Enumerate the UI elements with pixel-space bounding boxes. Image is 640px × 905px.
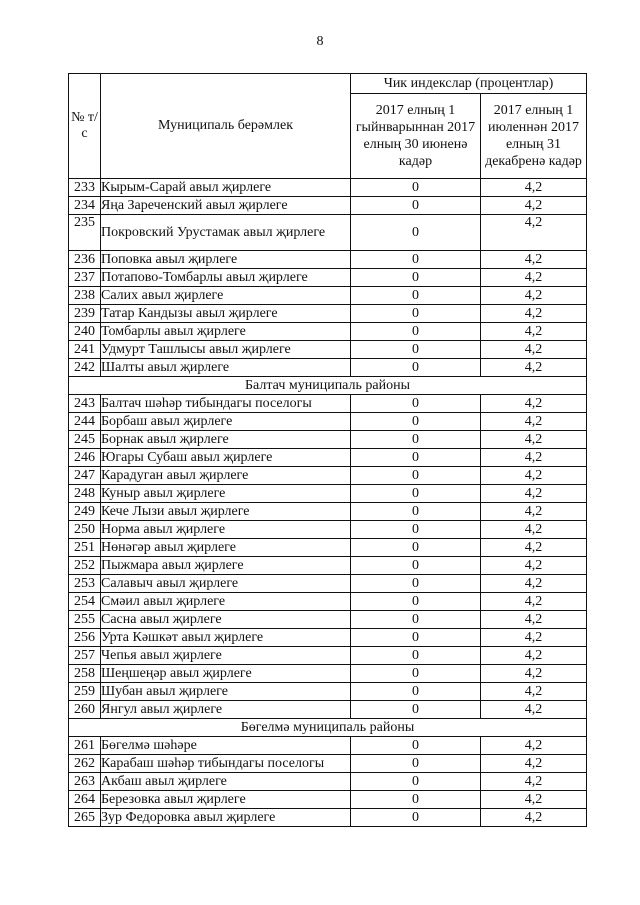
index-first-half: 0 (351, 215, 481, 251)
index-second-half: 4,2 (481, 305, 587, 323)
header-period-second-half: 2017 елның 1 июленнән 2017 елның 31 декабренә кадәр (481, 94, 587, 179)
index-first-half: 0 (351, 251, 481, 269)
municipality-name: Карабаш шәһәр тибындагы поселогы (101, 755, 351, 773)
municipal-index-table (68, 73, 587, 827)
index-first-half: 0 (351, 701, 481, 719)
row-number: 262 (69, 755, 101, 773)
index-second-half: 4,2 (481, 593, 587, 611)
row-number: 237 (69, 269, 101, 287)
row-number: 263 (69, 773, 101, 791)
table-row (69, 503, 587, 521)
index-second-half: 4,2 (481, 431, 587, 449)
index-second-half: 4,2 (481, 467, 587, 485)
index-second-half: 4,2 (481, 539, 587, 557)
index-second-half: 4,2 (481, 503, 587, 521)
table-row (69, 323, 587, 341)
index-first-half: 0 (351, 305, 481, 323)
index-second-half: 4,2 (481, 287, 587, 305)
table-row (69, 557, 587, 575)
row-number: 254 (69, 593, 101, 611)
index-first-half: 0 (351, 773, 481, 791)
index-second-half: 4,2 (481, 179, 587, 197)
index-first-half: 0 (351, 449, 481, 467)
index-second-half: 4,2 (481, 791, 587, 809)
municipality-name: Шеңшеңәр авыл җирлеге (101, 665, 351, 683)
index-second-half: 4,2 (481, 413, 587, 431)
row-number: 260 (69, 701, 101, 719)
index-second-half: 4,2 (481, 449, 587, 467)
municipality-name: Салавыч авыл җирлеге (101, 575, 351, 593)
table-row (69, 683, 587, 701)
index-first-half: 0 (351, 647, 481, 665)
municipality-name: Кырым-Сарай авыл җирлеге (101, 179, 351, 197)
index-first-half: 0 (351, 341, 481, 359)
table-row (69, 251, 587, 269)
table-row (69, 791, 587, 809)
index-first-half: 0 (351, 683, 481, 701)
table-row (69, 359, 587, 377)
index-first-half: 0 (351, 665, 481, 683)
index-first-half: 0 (351, 791, 481, 809)
row-number: 261 (69, 737, 101, 755)
municipality-name: Акбаш авыл җирлеге (101, 773, 351, 791)
index-second-half: 4,2 (481, 575, 587, 593)
row-number: 249 (69, 503, 101, 521)
section-title: Бөгелмә муниципаль районы (69, 719, 587, 737)
header-limit-indexes: Чик индекслар (процентлар) (351, 74, 587, 94)
row-number: 239 (69, 305, 101, 323)
municipality-name: Удмурт Ташлысы авыл җирлеге (101, 341, 351, 359)
index-second-half: 4,2 (481, 269, 587, 287)
row-number: 258 (69, 665, 101, 683)
index-second-half: 4,2 (481, 683, 587, 701)
index-second-half: 4,2 (481, 611, 587, 629)
index-first-half: 0 (351, 287, 481, 305)
row-number: 242 (69, 359, 101, 377)
table-row (69, 449, 587, 467)
row-number: 235 (69, 215, 101, 251)
municipality-name: Покровский Урустамак авыл җирлеге (101, 215, 351, 251)
municipality-name: Балтач шәһәр тибындагы поселогы (101, 395, 351, 413)
index-second-half: 4,2 (481, 215, 587, 251)
municipality-name: Нөнәгәр авыл җирлеге (101, 539, 351, 557)
header-number: № т/с (69, 74, 101, 179)
municipality-name: Томбарлы авыл җирлеге (101, 323, 351, 341)
header-municipality: Муниципаль берәмлек (101, 74, 351, 179)
table-row (69, 179, 587, 197)
table-row (69, 395, 587, 413)
index-first-half: 0 (351, 323, 481, 341)
index-second-half: 4,2 (481, 251, 587, 269)
table-row (69, 341, 587, 359)
index-first-half: 0 (351, 575, 481, 593)
municipality-name: Югары Субаш авыл җирлеге (101, 449, 351, 467)
table-body (69, 179, 587, 827)
table-row (69, 287, 587, 305)
municipality-name: Сасна авыл җирлеге (101, 611, 351, 629)
row-number: 247 (69, 467, 101, 485)
index-second-half: 4,2 (481, 647, 587, 665)
index-first-half: 0 (351, 179, 481, 197)
index-second-half: 4,2 (481, 359, 587, 377)
municipality-name: Карадуган авыл җирлеге (101, 467, 351, 485)
municipality-name: Бөгелмә шәһәре (101, 737, 351, 755)
index-second-half: 4,2 (481, 629, 587, 647)
index-first-half: 0 (351, 485, 481, 503)
table-row (69, 629, 587, 647)
row-number: 265 (69, 809, 101, 827)
table-row (69, 773, 587, 791)
index-second-half: 4,2 (481, 485, 587, 503)
index-first-half: 0 (351, 503, 481, 521)
row-number: 259 (69, 683, 101, 701)
municipality-name: Шалты авыл җирлеге (101, 359, 351, 377)
table-row (69, 269, 587, 287)
municipality-name: Потапово-Томбарлы авыл җирлеге (101, 269, 351, 287)
table-row (69, 521, 587, 539)
row-number: 253 (69, 575, 101, 593)
row-number: 251 (69, 539, 101, 557)
index-second-half: 4,2 (481, 323, 587, 341)
municipality-name: Норма авыл җирлеге (101, 521, 351, 539)
index-first-half: 0 (351, 629, 481, 647)
municipality-name: Урта Кәшкәт авыл җирлеге (101, 629, 351, 647)
municipality-name: Куныр авыл җирлеге (101, 485, 351, 503)
row-number: 245 (69, 431, 101, 449)
table-row (69, 647, 587, 665)
municipality-name: Кече Лызи авыл җирлеге (101, 503, 351, 521)
row-number: 264 (69, 791, 101, 809)
index-first-half: 0 (351, 359, 481, 377)
municipality-name: Чепья авыл җирлеге (101, 647, 351, 665)
index-second-half: 4,2 (481, 395, 587, 413)
index-second-half: 4,2 (481, 521, 587, 539)
row-number: 246 (69, 449, 101, 467)
row-number: 241 (69, 341, 101, 359)
table-row (69, 755, 587, 773)
row-number: 238 (69, 287, 101, 305)
header-period-first-half: 2017 елның 1 гыйнварыннан 2017 елның 30 июненә кадәр (351, 94, 481, 179)
municipality-name: Борнак авыл җирлеге (101, 431, 351, 449)
municipality-name: Борбаш авыл җирлеге (101, 413, 351, 431)
row-number: 243 (69, 395, 101, 413)
section-row (69, 377, 587, 395)
table-row (69, 305, 587, 323)
index-second-half: 4,2 (481, 341, 587, 359)
index-first-half: 0 (351, 737, 481, 755)
municipality-name: Пыжмара авыл җирлеге (101, 557, 351, 575)
index-first-half: 0 (351, 413, 481, 431)
row-number: 256 (69, 629, 101, 647)
index-second-half: 4,2 (481, 557, 587, 575)
section-row (69, 719, 587, 737)
index-first-half: 0 (351, 611, 481, 629)
section-title: Балтач муниципаль районы (69, 377, 587, 395)
index-first-half: 0 (351, 197, 481, 215)
index-second-half: 4,2 (481, 773, 587, 791)
table-row (69, 575, 587, 593)
row-number: 257 (69, 647, 101, 665)
table-row (69, 485, 587, 503)
index-second-half: 4,2 (481, 809, 587, 827)
row-number: 255 (69, 611, 101, 629)
index-first-half: 0 (351, 557, 481, 575)
table-row (69, 737, 587, 755)
index-second-half: 4,2 (481, 701, 587, 719)
row-number: 233 (69, 179, 101, 197)
municipality-name: Салих авыл җирлеге (101, 287, 351, 305)
index-second-half: 4,2 (481, 755, 587, 773)
index-first-half: 0 (351, 431, 481, 449)
index-first-half: 0 (351, 539, 481, 557)
row-number: 252 (69, 557, 101, 575)
index-first-half: 0 (351, 755, 481, 773)
table-row (69, 197, 587, 215)
municipality-name: Зур Федоровка авыл җирлеге (101, 809, 351, 827)
index-first-half: 0 (351, 521, 481, 539)
table-row (69, 809, 587, 827)
index-second-half: 4,2 (481, 737, 587, 755)
municipality-name: Смәил авыл җирлеге (101, 593, 351, 611)
table-row (69, 215, 587, 251)
row-number: 240 (69, 323, 101, 341)
index-second-half: 4,2 (481, 197, 587, 215)
table-row (69, 467, 587, 485)
table-row (69, 701, 587, 719)
row-number: 236 (69, 251, 101, 269)
table-row (69, 431, 587, 449)
table-row (69, 413, 587, 431)
table-row (69, 539, 587, 557)
row-number: 248 (69, 485, 101, 503)
row-number: 244 (69, 413, 101, 431)
index-first-half: 0 (351, 809, 481, 827)
index-first-half: 0 (351, 269, 481, 287)
index-second-half: 4,2 (481, 665, 587, 683)
municipality-name: Татар Кандызы авыл җирлеге (101, 305, 351, 323)
row-number: 250 (69, 521, 101, 539)
row-number: 234 (69, 197, 101, 215)
index-first-half: 0 (351, 593, 481, 611)
table-row (69, 665, 587, 683)
municipality-name: Янгул авыл җирлеге (101, 701, 351, 719)
municipality-name: Березовка авыл җирлеге (101, 791, 351, 809)
index-first-half: 0 (351, 395, 481, 413)
table-row (69, 611, 587, 629)
page-number: 8 (316, 34, 324, 49)
municipality-name: Яңа Зареченский авыл җирлеге (101, 197, 351, 215)
municipality-name: Поповка авыл җирлеге (101, 251, 351, 269)
municipality-name: Шубан авыл җирлеге (101, 683, 351, 701)
index-first-half: 0 (351, 467, 481, 485)
table-row (69, 593, 587, 611)
